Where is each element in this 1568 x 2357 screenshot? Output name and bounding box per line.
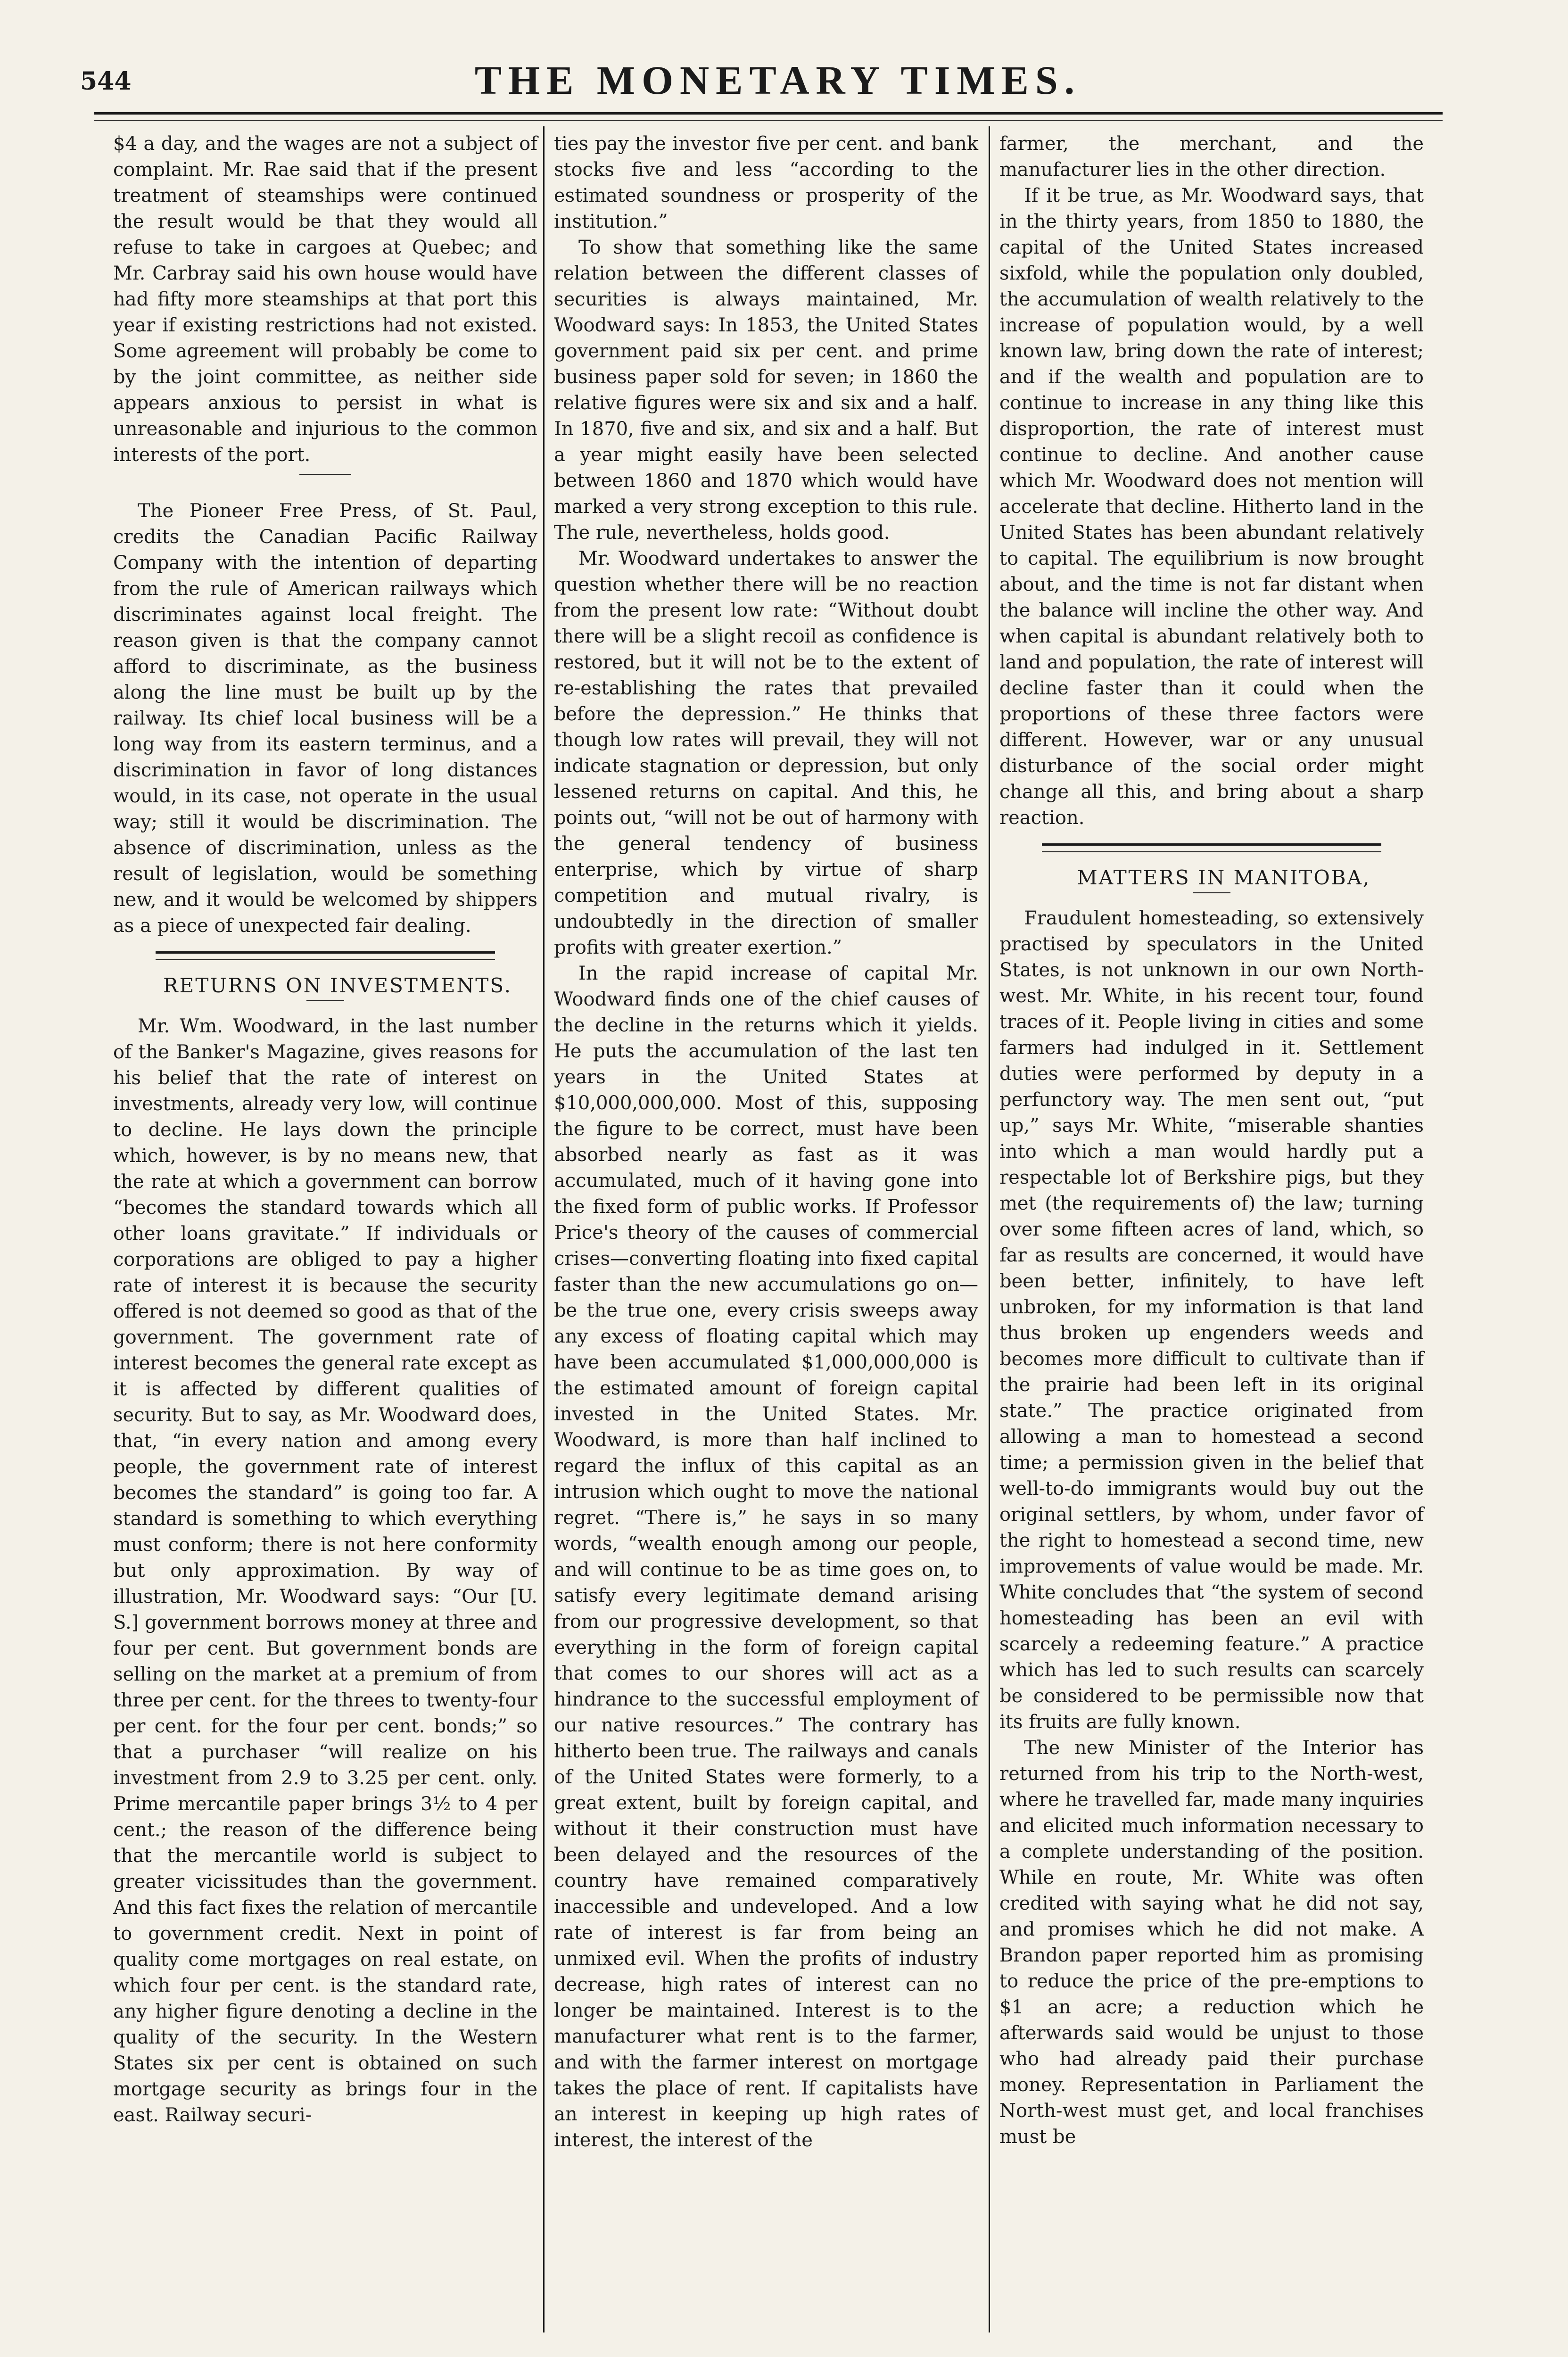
section-rule: [1042, 851, 1381, 852]
masthead-title: THE MONETARY TIMES.: [474, 58, 1081, 103]
column-2: [554, 131, 978, 2153]
column-3: [999, 131, 1424, 2150]
column-divider: [989, 126, 990, 2332]
section-rule: [156, 951, 495, 954]
article-paragraph: farmer, the merchant, and the manufacturer lies in the other direction.: [999, 133, 1424, 181]
page-number: 544: [80, 67, 132, 96]
article-paragraph: In the rapid increase of capital Mr. Woodward finds one of the chief causes of the decline in the returns which it yields. He puts the accumulation of the last ten years in the United States at $10,000,000,000. Most of this, supposing the figure to be correct, must have been absorbed nearly as fast as it was accumulated, much of it having gone into the fixed form of public works. If Professor Price's theory of the causes of commercial crises—converting floating into fixed capital faster than the new accumulations go on—be the true one, every crisis sweeps away any excess of floating capital which may have been accumulated $1,000,000,000 is the estimated amount of foreign capital invested in the United States. Mr. Woodward, is more than half inclined to regard the influx of this capital as an intrusion which ought to move the national regret. “There is,” he says in so many words, “wealth enough among our people, and will continue to be as time goes on, to satisfy every legitimate demand arising from our progressive development, so that everything in the form of foreign capital that comes to our shores will act as a hindrance to the successful employment of our native resources.” The contrary has hitherto been true. The railways and canals of the United States were formerly, to a great extent, built by foreign capital, and without it their construction must have been delayed and the resources of the country have remained comparatively inaccessible and undeveloped. And a low rate of interest is far from being an unmixed evil. When the profits of industry decrease, high rates of interest can no longer be maintained. Interest is to the manufacturer what rent is to the farmer, and with the farmer interest on mortgage takes the place of rent. If capitalists have an interest in keeping up high rates of interest, the interest of the: [554, 963, 978, 2151]
separator-rule: [306, 1000, 344, 1001]
section-rule: [1042, 843, 1381, 846]
article-paragraph: If it be true, as Mr. Woodward says, that in the thirty years, from 1850 to 1880, the capital of the United States increased sixfold, while the population only doubled, the accumulation of wealth relatively to the increase of population would, by a well known law, bring down the rate of interest; and if the wealth and population are to continue to increase in any thing like this disproportion, the rate of interest must continue to decline. And another cause which Mr. Woodward does not mention will accelerate that decline. Hitherto land in the United States has been abundant relatively to capital. The equilibrium is now brought about, and the time is not far distant when the balance will incline the other way. And when capital is abundant relatively both to land and population, the rate of interest will decline faster than it could when the proportions of these three factors were different. However, war or any unusual disturbance of the social order might change all this, and bring about a sharp reaction.: [999, 185, 1424, 829]
section-rule: [156, 959, 495, 960]
article-paragraph: ties pay the investor five per cent. and bank stocks five and less “according to the estimated soundness or prosperity of the institution.”: [554, 133, 978, 232]
separator-rule: [1193, 892, 1230, 893]
article-paragraph: $4 a day, and the wages are not a subject of complaint. Mr. Rae said that if the present treatment of steamships were continued the result would be that they would all refuse to take in cargoes at Quebec; and Mr. Carbray said his own house would have had fifty more steamships at that port this year if existing restrictions had not existed. Some agreement will probably be come to by the joint committee, as neither side appears anxious to persist in what is unreasonable and injurious to the common interests of the port.: [113, 133, 537, 466]
column-divider: [543, 126, 545, 2332]
section-heading: RETURNS ON INVESTMENTS.: [163, 974, 512, 997]
article-paragraph: Fraudulent homesteading, so extensively practised by speculators in the United States, is not unknown in our own North-west. Mr. White, in his recent tour, found traces of it. People living in cities and some farmers had indulged in it. Settlement duties were performed by deputy in a perfunctory way. The men sent out, “put up,” says Mr. White, “miserable shanties into which a man would hardly put a respectable lot of Berkshire pigs, but they met (the requirements of) the law; turning over some fifteen acres of land, which, so far as results are concerned, it would have been better, infinitely, to have left unbroken, for my information is that land thus broken up engenders weeds and becomes more difficult to cultivate than if the prairie had been left in its original state.” The practice originated from allowing a man to homestead a second time; a permission given in the belief that well-to-do immigrants would buy out the original settlers, by whom, under favor of the right to homestead a second time, new improvements of value would be made. Mr. White concludes that “the system of second homesteading has been an evil with scarcely a redeeming feature.” A practice which has led to such results can scarcely be considered to be permissible now that its fruits are fully known.: [999, 907, 1424, 1733]
column-1: [113, 131, 537, 2128]
header-rule-thick: [94, 112, 1443, 115]
article-paragraph: Mr. Woodward undertakes to answer the question whether there will be no reaction from the present low rate: “Without doubt there will be a slight recoil as confidence is restored, but it will not be to the extent of re-establishing the rates that prevailed before the depression.” He thinks that though low rates will prevail, they will not indicate stagnation or depression, but only lessened returns on capital. And this, he points out, “will not be out of harmony with the general tendency of business enterprise, which by virtue of sharp competition and mutual rivalry, is undoubtedly in the direction of smaller profits with greater exertion.”: [554, 548, 978, 958]
article-paragraph: To show that something like the same relation between the different classes of securities is always maintained, Mr. Woodward says: In 1853, the United States government paid six per cent. and prime business paper sold for seven; in 1860 the relative figures were six and six and a half. In 1870, five and six, and six and a half. But a year might easily have been selected between 1860 and 1870 which would have marked a very strong exception to this rule. The rule, nevertheless, holds good.: [554, 237, 978, 544]
page-header: [80, 57, 1476, 108]
header-rule-thin: [94, 120, 1443, 121]
separator-rule: [299, 474, 351, 475]
article-paragraph: The Pioneer Free Press, of St. Paul, credits the Canadian Pacific Railway Company with the intention of departing from the rule of American railways which discriminates against local freight. The reason given is that the company cannot afford to discriminate, as the business along the line must be built up by the railway. Its chief local business will be a long way from its eastern terminus, and a discrimination in favor of long distances would, in its case, not operate in the usual way; still it would be discrimination. The absence of discrimination, unless as the result of legislation, would be something new, and it would be welcomed by shippers as a piece of unexpected fair dealing.: [113, 500, 537, 937]
article-paragraph: The new Minister of the Interior has returned from his trip to the North-west, where he travelled far, made many inquiries and elicited much information necessary to a complete understanding of the position. While en route, Mr. White was often credited with saying what he did not say, and promises which he did not make. A Brandon paper reported him as promising to reduce the price of the pre-emptions to $1 an acre; a reduction which he afterwards said would be unjust to those who had already paid their purchase money. Representation in Parliament the North-west must get, and local franchises must be: [999, 1737, 1424, 2148]
article-paragraph: Mr. Wm. Woodward, in the last number of the Banker's Magazine, gives reasons for his belief that the rate of interest on investments, already very low, will continue to decline. He lays down the principle which, however, is by no means new, that the rate at which a government can borrow “becomes the standard towards which all other loans gravitate.” If individuals or corporations are obliged to pay a higher rate of interest it is because the security offered is not deemed so good as that of the government. The government rate of interest becomes the general rate except as it is affected by different qualities of security. But to say, as Mr. Woodward does, that, “in every nation and among every people, the government rate of interest becomes the standard” is going too far. A standard is something to which everything must conform; there is not here conformity but only approximation. By way of illustration, Mr. Woodward says: “Our [U. S.] government borrows money at three and four per cent. But government bonds are selling on the market at a premium of from three per cent. for the threes to twenty-four per cent. for the four per cent. bonds;” so that a purchaser “will realize on his investment from 2.9 to 3.25 per cent. only. Prime mercantile paper brings 3½ to 4 per cent.; the reason of the difference being that the mercantile world is subject to greater vicissitudes than the government. And this fact fixes the relation of mercantile to government credit. Next in point of quality come mortgages on real estate, on which four per cent. is the standard rate, any higher figure denoting a decline in the quality of the security. In the Western States six per cent is obtained on such mortgage security as brings four in the east. Railway securi-: [113, 1015, 537, 2126]
section-heading: MATTERS IN MANITOBA,: [1077, 866, 1371, 889]
